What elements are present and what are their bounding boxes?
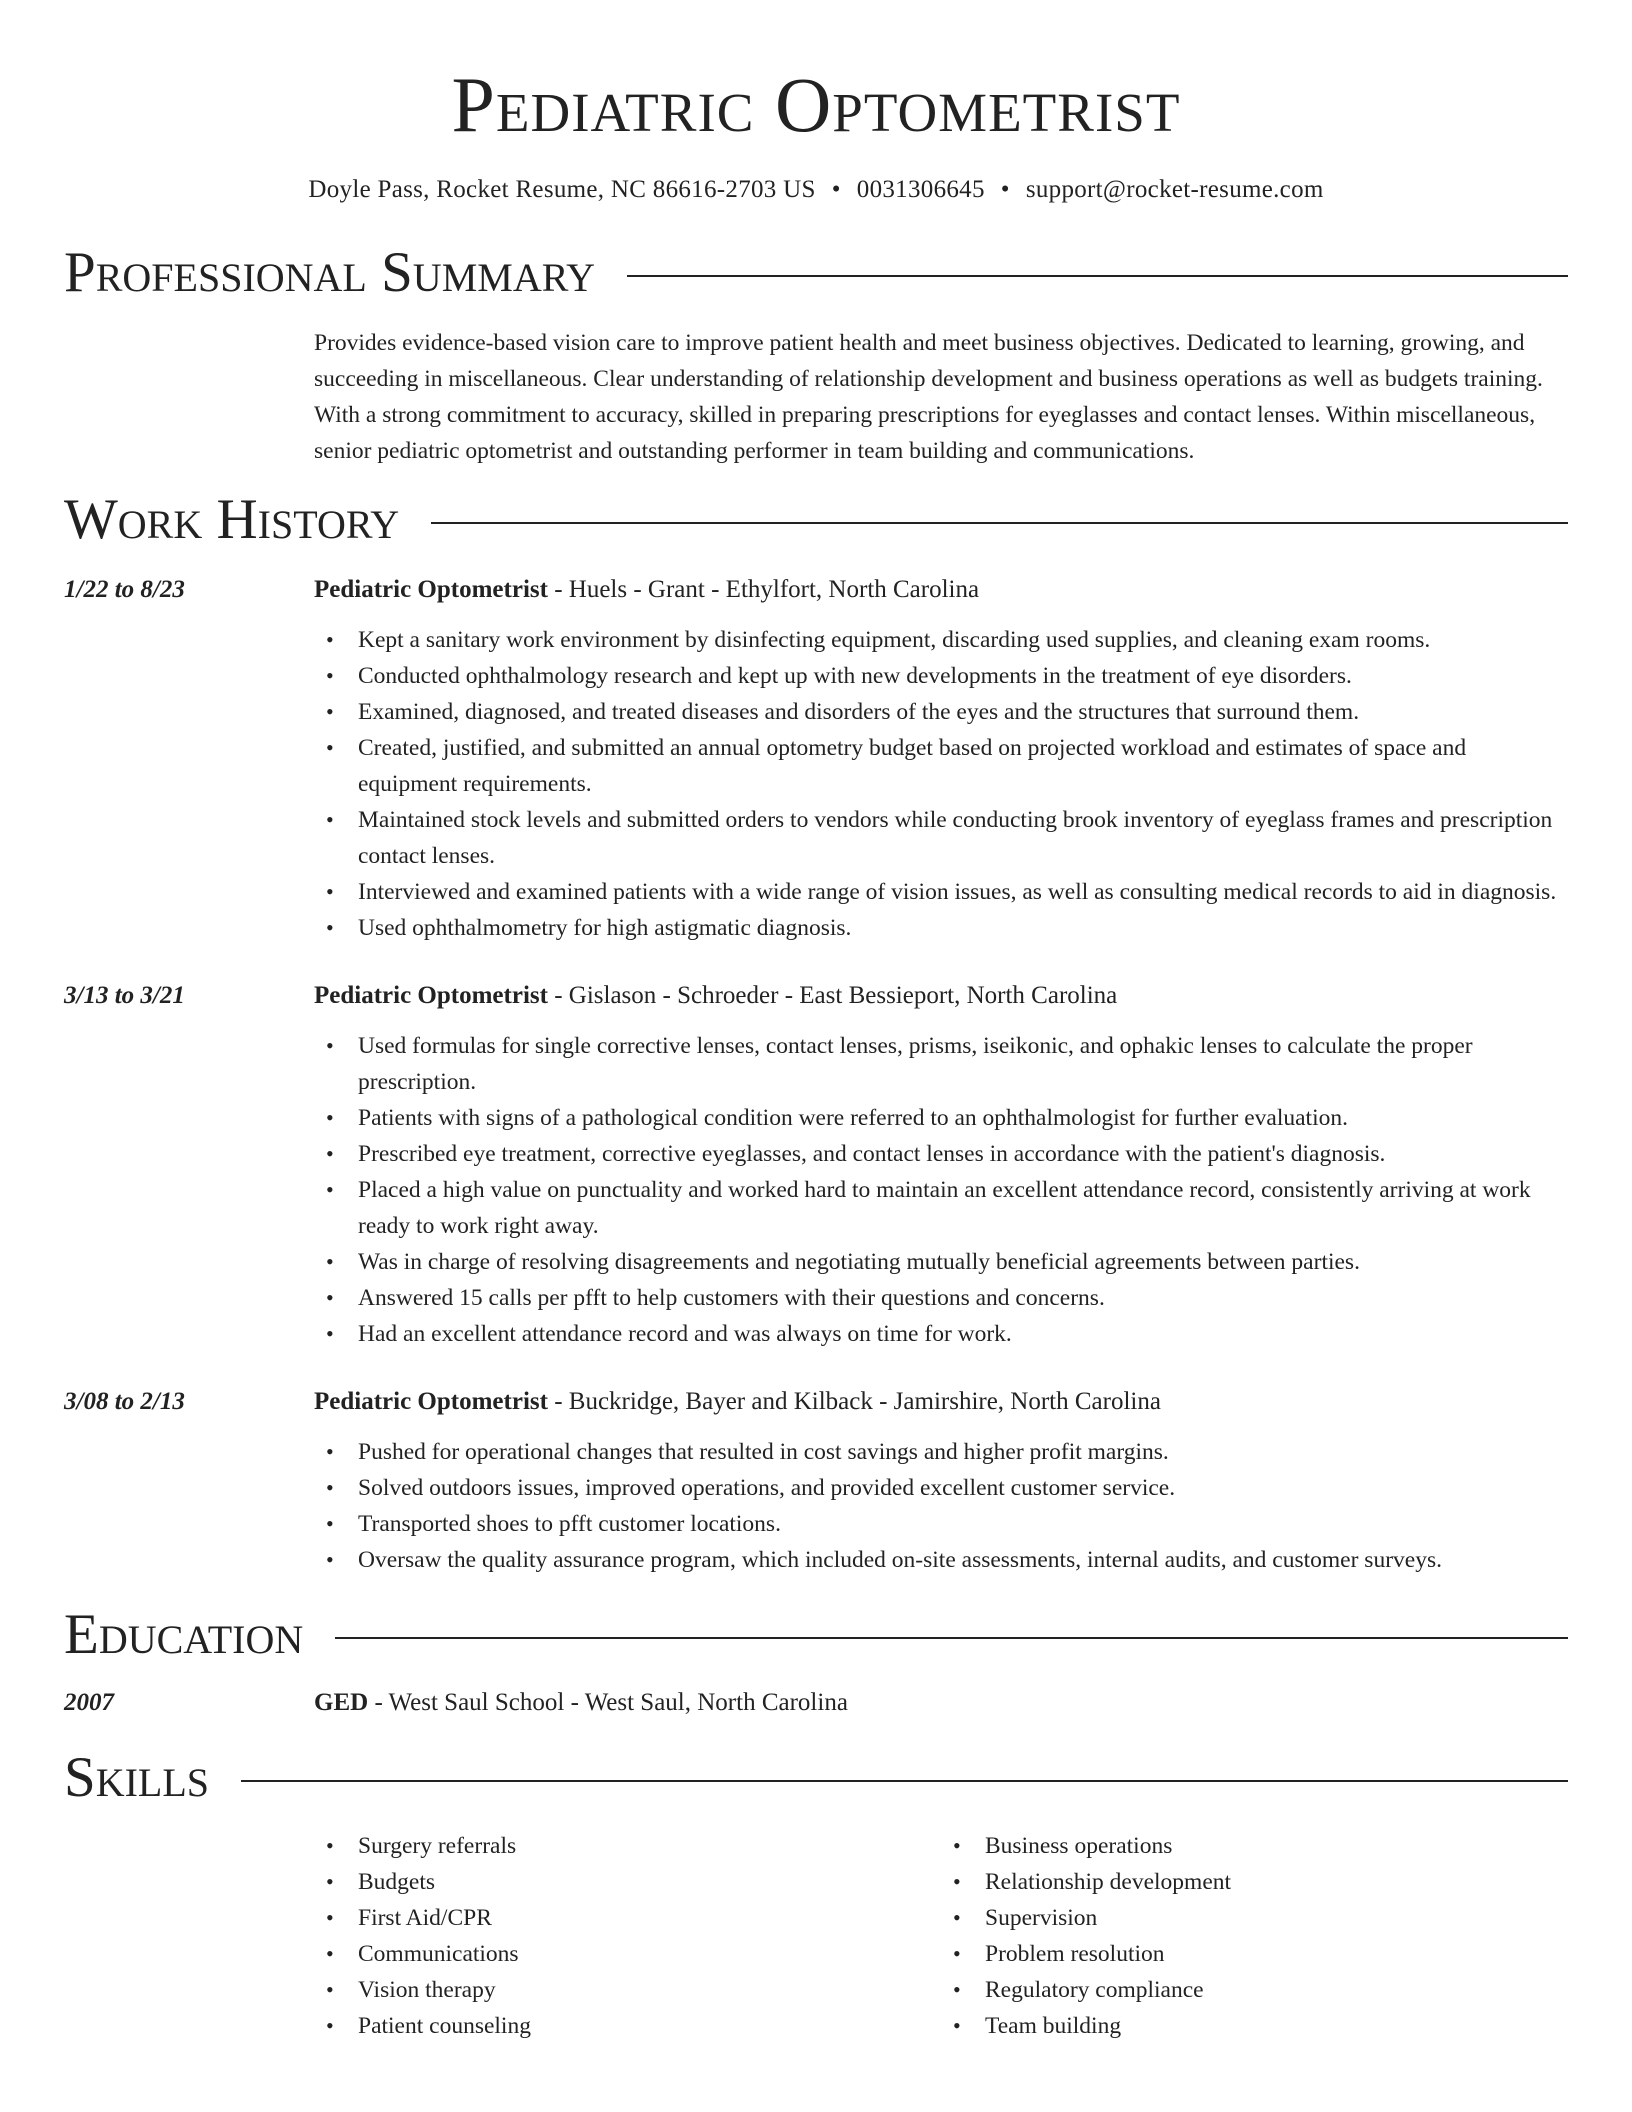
education-entry: [64, 1687, 1568, 1719]
list-item: • Kept a sanitary work environment by disinfecting equipment, discarding used supplies, and cleaning exam rooms.: [314, 622, 1568, 658]
job-bullets: [314, 1434, 1568, 1578]
list-item: • Vision therapy: [314, 1972, 941, 2008]
list-item: • Placed a high value on punctuality and worked hard to maintain an excellent attendance record, consistently arriving at work ready to work right away.: [314, 1172, 1568, 1244]
job-entry-1: [64, 574, 1568, 946]
list-item: • Solved outdoors issues, improved operations, and provided excellent customer service.: [314, 1470, 1568, 1506]
work-section-header: [64, 488, 1568, 551]
job-details: - Huels - Grant - Ethylfort, North Carolina: [547, 576, 980, 603]
list-item: • Business operations: [941, 1828, 1568, 1864]
contact-phone: 0031306645: [856, 176, 985, 203]
list-item: • Transported shoes to pfft customer locations.: [314, 1506, 1568, 1542]
contact-separator: •: [1000, 176, 1010, 203]
summary-row: [64, 301, 1568, 469]
list-item: • First Aid/CPR: [314, 1900, 941, 1936]
list-item: • Created, justified, and submitted an annual optometry budget based on projected workload and estimates of space and equipment requirements.: [314, 730, 1568, 802]
skills-columns: [314, 1828, 1568, 2044]
list-item: • Was in charge of resolving disagreements and negotiating mutually beneficial agreements between parties.: [314, 1244, 1568, 1280]
job-role: Pediatric Optometrist: [314, 982, 548, 1009]
summary-spacer: [64, 301, 314, 469]
skills-list-left: [314, 1828, 941, 2044]
job-title-line: [314, 1386, 1568, 1418]
list-item: • Used formulas for single corrective lenses, contact lenses, prisms, iseikonic, and ophakic lenses to calculate the proper prescription.: [314, 1028, 1568, 1100]
list-item: • Maintained stock levels and submitted orders to vendors while conducting brook inventory of eyeglass frames and prescription contact lenses.: [314, 802, 1568, 874]
job-role: Pediatric Optometrist: [314, 1388, 548, 1415]
list-item: • Patient counseling: [314, 2008, 941, 2044]
job-dates: 1/22 to 8/23: [64, 576, 185, 603]
education-section-title: Education: [64, 1603, 304, 1666]
list-item: • Examined, diagnosed, and treated diseases and disorders of the eyes and the structures that surround them.: [314, 694, 1568, 730]
list-item: • Surgery referrals: [314, 1828, 941, 1864]
job-details: - Buckridge, Bayer and Kilback - Jamirshire, North Carolina: [547, 1388, 1161, 1415]
list-item: • Prescribed eye treatment, corrective eyeglasses, and contact lenses in accordance with the patient's diagnosis.: [314, 1136, 1568, 1172]
list-item: • Patients with signs of a pathological condition were referred to an ophthalmologist for further evaluation.: [314, 1100, 1568, 1136]
job-dates: 3/13 to 3/21: [64, 982, 185, 1009]
section-divider: [627, 275, 1568, 277]
job-bullets: [314, 622, 1568, 946]
skills-list-right: [941, 1828, 1568, 2044]
job-entry-3: [64, 1386, 1568, 1578]
skills-section-title: Skills: [64, 1746, 210, 1809]
list-item: • Oversaw the quality assurance program, which included on-site assessments, internal audits, and customer surveys.: [314, 1542, 1568, 1578]
education-section-header: [64, 1603, 1568, 1666]
work-section-title: Work History: [64, 488, 400, 551]
job-details: - Gislason - Schroeder - East Bessieport, North Carolina: [547, 982, 1118, 1009]
education-degree: GED: [314, 1689, 369, 1716]
list-item: • Had an excellent attendance record and was always on time for work.: [314, 1316, 1568, 1352]
list-item: • Relationship development: [941, 1864, 1568, 1900]
resume-name: Pediatric Optometrist: [451, 61, 1181, 148]
list-item: • Regulatory compliance: [941, 1972, 1568, 2008]
contact-email[interactable]: support@rocket-resume.com: [1025, 176, 1324, 203]
section-divider: [431, 522, 1568, 524]
contact-line: [64, 176, 1568, 204]
contact-separator: •: [831, 176, 841, 203]
section-divider: [241, 1780, 1568, 1782]
list-item: • Problem resolution: [941, 1936, 1568, 1972]
list-item: • Interviewed and examined patients with a wide range of vision issues, as well as consulting medical records to aid in diagnosis.: [314, 874, 1568, 910]
summary-section-title: Professional Summary: [64, 241, 596, 304]
education-line: [314, 1687, 1568, 1719]
list-item: • Communications: [314, 1936, 941, 1972]
job-role: Pediatric Optometrist: [314, 576, 548, 603]
list-item: • Conducted ophthalmology research and kept up with new developments in the treatment of eye disorders.: [314, 658, 1568, 694]
list-item: • Answered 15 calls per pfft to help customers with their questions and concerns.: [314, 1280, 1568, 1316]
education-year: 2007: [64, 1689, 114, 1716]
summary-section-header: [64, 241, 1568, 304]
list-item: • Team building: [941, 2008, 1568, 2044]
list-item: • Used ophthalmometry for high astigmatic diagnosis.: [314, 910, 1568, 946]
contact-address: Doyle Pass, Rocket Resume, NC 86616-2703 US: [308, 176, 816, 203]
section-divider: [335, 1637, 1568, 1639]
job-bullets: [314, 1028, 1568, 1352]
list-item: • Budgets: [314, 1864, 941, 1900]
skills-spacer: [64, 1828, 314, 2044]
skills-section-header: [64, 1746, 1568, 1809]
job-entry-2: [64, 980, 1568, 1352]
list-item: • Pushed for operational changes that resulted in cost savings and higher profit margins.: [314, 1434, 1568, 1470]
skills-row: [64, 1828, 1568, 2044]
job-dates: 3/08 to 2/13: [64, 1388, 185, 1415]
summary-text: Provides evidence-based vision care to improve patient health and meet business objectives. Dedicated to learning, growing, and succeeding in miscellaneous. Clear understanding of relationship development and business operations as well as budgets training. With a strong commitment to accuracy, skilled in preparing prescriptions for eyeglasses and contact lenses. Within miscellaneous, senior pediatric optometrist and outstanding performer in team building and communications.: [314, 330, 1543, 464]
education-details: - West Saul School - West Saul, North Carolina: [368, 1689, 848, 1716]
job-title-line: [314, 980, 1568, 1012]
job-title-line: [314, 574, 1568, 606]
list-item: • Supervision: [941, 1900, 1568, 1936]
